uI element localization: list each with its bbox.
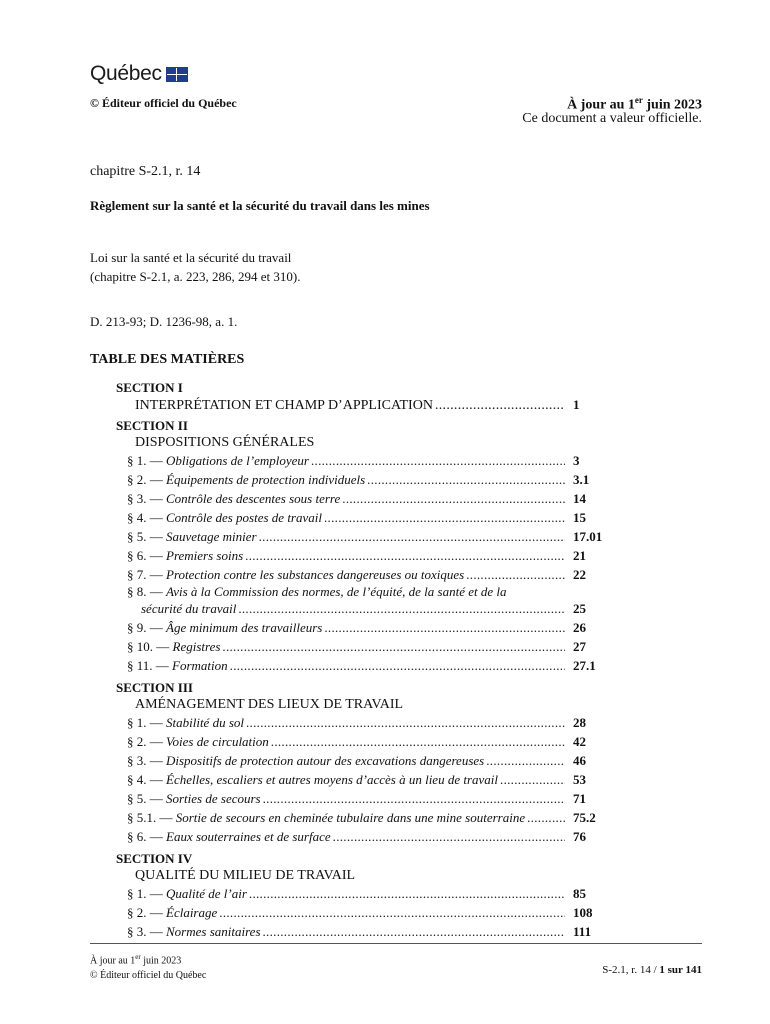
dot-leader — [249, 884, 565, 903]
article-number: 46 — [573, 753, 586, 768]
toc-entry[interactable]: § 1. — Qualité de l’air ..... 85 — [116, 884, 609, 903]
dot-leader — [246, 713, 565, 732]
regulation-title: Règlement sur la santé et la sécurité du travail dans les mines — [90, 198, 430, 213]
dot-leader — [311, 451, 565, 470]
article-number: 15 — [573, 510, 586, 525]
toc-section — [116, 380, 609, 413]
section-title: AMÉNAGEMENT DES LIEUX DE TRAVAIL — [135, 697, 404, 712]
article-number: 28 — [573, 715, 586, 730]
article-number: 75.2 — [573, 810, 596, 825]
toc-entry[interactable]: § 10. — Registres ..... 27 — [116, 637, 609, 656]
table-of-contents — [116, 380, 609, 946]
dot-leader — [435, 397, 565, 414]
dot-leader — [500, 770, 565, 789]
toc-entry[interactable]: § 8. — Avis à la Commission des normes, de l’équité, de la santé et de la sécurité du travail ..... 25 — [116, 584, 609, 618]
dot-leader — [222, 637, 565, 656]
quebec-logo — [90, 62, 188, 86]
section-label: SECTION III — [116, 680, 193, 695]
page-number: 1 sur 141 — [659, 964, 702, 976]
dot-leader — [342, 489, 565, 508]
page-reference: S-2.1, r. 14 / 1 sur 141 — [602, 964, 702, 976]
dot-leader — [333, 827, 565, 846]
article-number: 3 — [573, 453, 580, 468]
article-number: 21 — [573, 548, 586, 563]
article-number: 111 — [573, 924, 592, 939]
article-number: 14 — [573, 491, 586, 506]
article-number: 22 — [573, 567, 586, 582]
toc-entry[interactable]: § 6. — Premiers soins ..... 21 — [116, 546, 609, 565]
dot-leader — [263, 789, 565, 808]
toc-link-section-1[interactable] — [116, 396, 609, 413]
enabling-law — [90, 248, 300, 286]
toc-entry[interactable]: § 3. — Contrôle des descentes sous terre ..... 14 — [116, 489, 609, 508]
dot-leader — [259, 527, 565, 546]
toc-heading: TABLE DES MATIÈRES — [90, 352, 245, 367]
toc-section — [116, 680, 609, 846]
dot-leader — [486, 751, 565, 770]
toc-entry[interactable]: § 2. — Équipements de protection individuels ..... 3.1 — [116, 470, 609, 489]
toc-entry[interactable]: § 1. — Stabilité du sol ..... 28 — [116, 713, 609, 732]
dot-leader — [230, 656, 565, 675]
section-label: SECTION II — [116, 418, 188, 433]
dot-leader — [245, 546, 565, 565]
dot-leader — [324, 618, 565, 637]
dot-leader — [271, 732, 565, 751]
decrees: D. 213-93; D. 1236-98, a. 1. — [90, 314, 238, 329]
toc-entry[interactable]: § 5. — Sauvetage minier ..... 17.01 — [116, 527, 609, 546]
footer-divider — [90, 943, 702, 944]
section-label: SECTION IV — [116, 851, 193, 866]
article-number: 108 — [573, 905, 593, 920]
logo-wordmark: Québec — [90, 62, 162, 85]
article-number: 76 — [573, 829, 586, 844]
article-number: 17.01 — [573, 529, 603, 544]
toc-section — [116, 418, 609, 675]
toc-entry[interactable]: § 1. — Obligations de l’employeur ..... 3 — [116, 451, 609, 470]
dot-leader — [527, 808, 565, 827]
footer-update-date: À jour au 1er juin 2023 — [90, 953, 182, 967]
official-notice: Ce document a valeur officielle. — [522, 111, 702, 126]
toc-entry[interactable]: § 4. — Contrôle des postes de travail ..... 15 — [116, 508, 609, 527]
article-number: 53 — [573, 772, 586, 787]
toc-entry[interactable]: § 3. — Normes sanitaires ..... 111 — [116, 922, 609, 941]
article-number: 27 — [573, 639, 586, 654]
footer-info — [90, 950, 206, 983]
section-title: DISPOSITIONS GÉNÉRALES — [135, 435, 315, 450]
toc-entry[interactable]: § 7. — Protection contre les substances dangereuses ou toxiques ..... 22 — [116, 565, 609, 584]
section-title: INTERPRÉTATION ET CHAMP D’APPLICATION — [135, 398, 433, 413]
dot-leader — [238, 600, 565, 618]
dot-leader — [466, 565, 565, 584]
toc-entry[interactable]: § 2. — Éclairage ..... 108 — [116, 903, 609, 922]
article-number: 42 — [573, 734, 586, 749]
article-number: 85 — [573, 886, 586, 901]
toc-entry[interactable]: § 11. — Formation ..... 27.1 — [116, 656, 609, 675]
toc-entry[interactable]: § 3. — Dispositifs de protection autour des excavations dangereuses ..... 46 — [116, 751, 609, 770]
dot-leader — [263, 922, 566, 941]
law-articles: (chapitre S-2.1, a. 223, 286, 294 et 310). — [90, 269, 301, 284]
toc-entry[interactable]: § 5.1. — Sortie de secours en cheminée tubulaire dans une mine souterraine ..... 75.2 — [116, 808, 609, 827]
article-number: 1 — [573, 397, 580, 412]
dot-leader — [367, 470, 565, 489]
article-number: 3.1 — [573, 472, 590, 487]
editor-notice: © Éditeur officiel du Québec — [90, 96, 237, 110]
fleurdelise-flag-icon — [166, 67, 188, 82]
update-date: À jour au 1er juin 2023 — [567, 95, 702, 113]
article-number: 27.1 — [573, 658, 596, 673]
article-number: 71 — [573, 791, 586, 806]
chapter-reference: chapitre S-2.1, r. 14 — [90, 164, 201, 179]
article-number: 26 — [573, 620, 586, 635]
toc-entry[interactable]: § 9. — Âge minimum des travailleurs ..... 26 — [116, 618, 609, 637]
footer-editor: © Éditeur officiel du Québec — [90, 970, 207, 982]
toc-entry[interactable]: § 5. — Sorties de secours ..... 71 — [116, 789, 609, 808]
toc-entry[interactable]: § 2. — Voies de circulation ..... 42 — [116, 732, 609, 751]
section-title: QUALITÉ DU MILIEU DE TRAVAIL — [135, 868, 356, 883]
toc-entry[interactable]: § 6. — Eaux souterraines et de surface ..... 76 — [116, 827, 609, 846]
dot-leader — [324, 508, 565, 527]
dot-leader — [219, 903, 565, 922]
toc-section — [116, 851, 609, 941]
section-label: SECTION I — [116, 380, 183, 395]
article-number: 25 — [573, 601, 586, 616]
law-name: Loi sur la santé et la sécurité du travail — [90, 250, 292, 265]
toc-entry[interactable]: § 4. — Échelles, escaliers et autres moyens d’accès à un lieu de travail ..... 53 — [116, 770, 609, 789]
